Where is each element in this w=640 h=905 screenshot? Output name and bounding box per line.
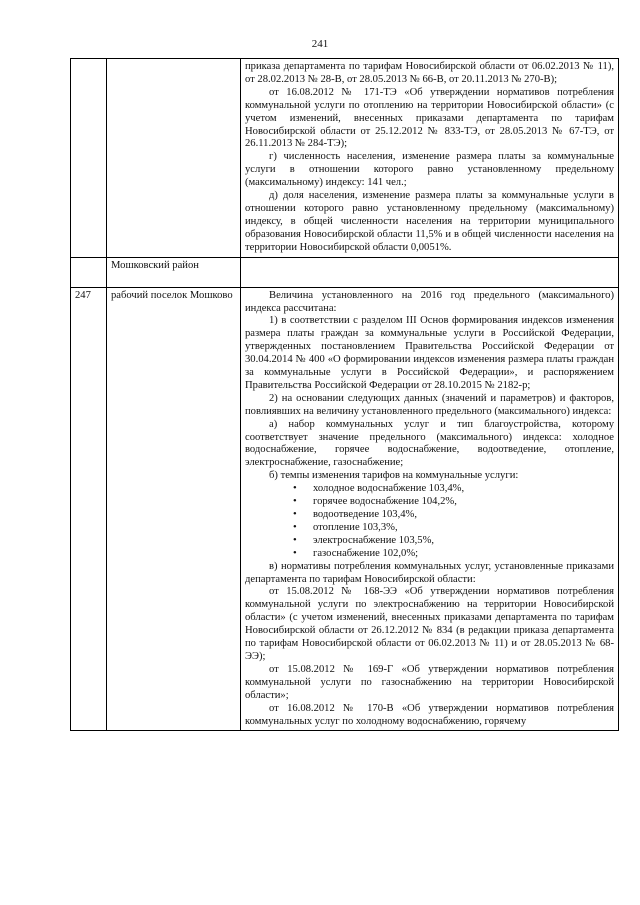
paragraph: от 15.08.2012 № 169-Г «Об утверждении нормативов потребления коммунальной услуги по газоснабжению на территории Новосибирской области»; (245, 663, 614, 701)
row-number: 247 (71, 287, 107, 731)
paragraph: от 16.08.2012 № 170-В «Об утверждении нормативов потребления коммунальных услуг по холодному водоснабжению, горячему (245, 702, 614, 727)
cell-description (241, 287, 619, 731)
cell-description-empty (241, 257, 619, 287)
paragraphs-before (245, 290, 614, 484)
bullet-item: • отопление 103,3%, (245, 522, 614, 535)
district-name: Мошковский район (107, 257, 241, 287)
bullet-item: • холодное водоснабжение 103,4%, (245, 483, 614, 496)
paragraph: г) численность населения, изменение размера платы за коммунальные услуги в отношении которого равно установленному предельному (максимальному) индексу: 141 чел.; (245, 151, 614, 189)
paragraph: 2) на основании следующих данных (значений и параметров) и факторов, повлиявших на величину установленного предельного (максимального) индекса: (245, 392, 614, 417)
paragraph: б) темпы изменения тарифов на коммунальные услуги: (269, 470, 519, 482)
cell-description (241, 59, 619, 258)
cell-number-empty (71, 257, 107, 287)
paragraph: а) набор коммунальных услуг и тип благоустройства, которому соответствует значение предельного (максимального) индекса: холодное водоснабжение, горячее водоснабжение, водоотведение, отопление, электроснабжение, газоснабжение; (245, 418, 614, 469)
document-table (70, 58, 619, 731)
table-row-district (71, 257, 619, 287)
cell-number-empty (71, 59, 107, 258)
bullet-item: • газоснабжение 102,0%; (245, 548, 614, 561)
cell-settlement-empty (107, 59, 241, 258)
page-number: 241 (311, 38, 329, 50)
bullet-item: • водоотведение 103,4%, (245, 509, 614, 522)
paragraph: приказа департамента по тарифам Новосибирской области от 06.02.2013 № 11), от 28.02.2013 № 28-В, от 28.05.2013 № 66-В, от 20.11.2013 № 270-В); (245, 61, 614, 85)
paragraphs-after (245, 561, 614, 729)
bullet-item: • горячее водоснабжение 104,2%, (245, 496, 614, 509)
paragraph: от 15.08.2012 № 168-ЭЭ «Об утверждении нормативов потребления коммунальной услуги по электроснабжению на территории Новосибирской области» (с учетом изменений, внесенных приказами департамента по тарифам Новосибирской области от 26.12.2012 № 834 (в редакции приказа департамента по тарифам Новосибирской области от 06.02.2013 № 11) и от 28.05.2013 № 68-ЭЭ); (245, 586, 614, 662)
table-row-247 (71, 287, 619, 731)
paragraph: в) нормативы потребления коммунальных услуг, установленные приказами департамента по тарифам Новосибирской области: (245, 560, 614, 585)
settlement-name: рабочий поселок Мошково (107, 287, 241, 731)
paragraph: от 16.08.2012 № 171-ТЭ «Об утверждении нормативов потребления коммунальной услуги по отоплению на территории Новосибирской области» (с учетом изменений, внесенных приказами департамента по тарифам Новосибирской области от 25.12.2012 № 833-ТЭ, от 28.05.2013 № 67-ТЭ, от 26.11.2013 № 284-ТЭ); (245, 86, 614, 150)
table-row-continued (71, 59, 619, 258)
bullet-item: • электроснабжение 103,5%, (245, 535, 614, 548)
paragraph: д) доля населения, изменение размера платы за коммунальные услуги в отношении которого равно установленному предельному (максимальному) индексу, в общей численности населения на территории муниципального образования Новосибирской области 11,5% и в общей численности населения на территории Новосибирской области 0,0051%. (245, 190, 614, 253)
paragraph: 1) в соответствии с разделом III Основ формирования индексов изменения размера платы граждан за коммунальные услуги в Российской Федерации, утвержденных постановлением Правительства Российской Федерации от 30.04.2014 № 400 «О формировании индексов изменения размера платы граждан за коммунальные услуги в Российской Федерации», и распоряжением Правительства Российской Федерации от 28.10.2015 № 2182-р; (245, 315, 614, 391)
continued-paragraphs (245, 61, 614, 255)
tariff-bullet-list (245, 483, 614, 560)
paragraph: Величина установленного на 2016 год предельного (максимального) индекса рассчитана: (245, 289, 614, 314)
